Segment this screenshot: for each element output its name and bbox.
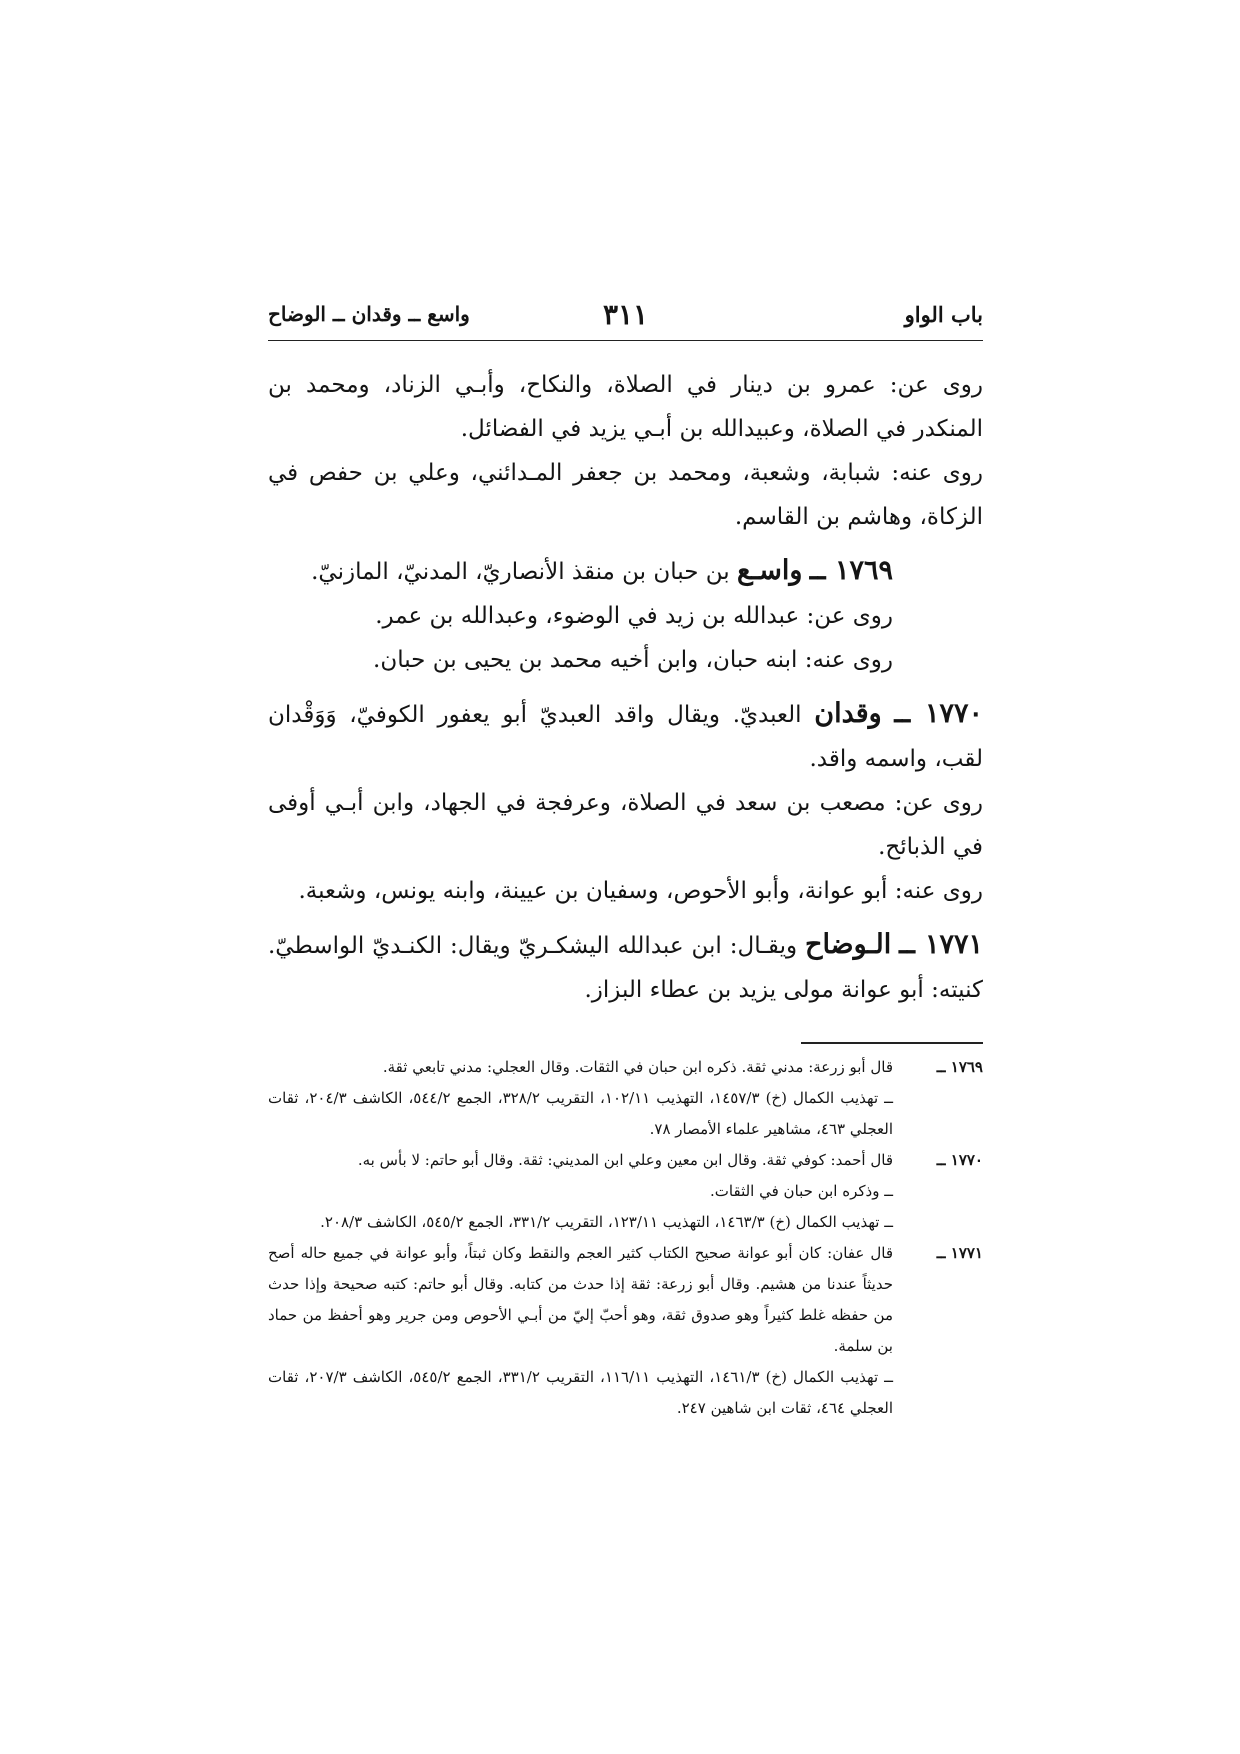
footnote-line: ــ تهذيب الكمال (خ) ١٤٦٣/٣، التهذيب ١٢٣/١١، التقريب ٣٣١/٢، الجمع ٥٤٥/٢، الكاشف ٢٠٨/٣. <box>320 1213 893 1231</box>
footnote-body <box>268 1238 893 1424</box>
entry-text: العبديّ. ويقال واقد العبديّ أبو يعفور الكوفيّ، وَوَقْدان لقب، واسمه واقد. <box>268 702 983 772</box>
entry-text: ويقـال: ابن عبدالله اليشكـريّ ويقال: الكنـديّ الواسطيّ. كنيته: أبو عوانة مولى يزيد بن عطاء البزاز. <box>268 933 983 1003</box>
footnote-number: ١٧٦٩ ــ <box>936 1058 983 1076</box>
footnote-body <box>268 1052 893 1145</box>
entry-number: ١٧٧٠ ــ <box>894 698 984 729</box>
entry-1769-narrated-from: روى عن: عبدالله بن زيد في الوضوء، وعبدالله بن عمر. <box>375 603 893 629</box>
footnote-1770 <box>268 1145 983 1238</box>
footnote-body <box>268 1145 893 1238</box>
chapter-title: باب الواو <box>904 302 983 327</box>
footnote-number: ١٧٧١ ــ <box>936 1244 983 1262</box>
entry-1769-narrated-by: روى عنه: ابنه حبان، وابن أخيه محمد بن يحيى بن حبان. <box>373 647 893 673</box>
footnote-separator <box>801 1042 983 1044</box>
footnote-1769 <box>268 1052 983 1145</box>
footnote-line: ــ تهذيب الكمال (خ) ١٤٦١/٣، التهذيب ١١٦/١١، التقريب ٣٣١/٢، الجمع ٥٤٥/٢، الكاشف ٢٠٧/٣، ثقات العجلي ٤٦٤، ثقات ابن شاهين ٢٤٧. <box>268 1368 893 1417</box>
footnote-line: قال أبو زرعة: مدني ثقة. ذكره ابن حبان في الثقات. وقال العجلي: مدني تابعي ثقة. <box>382 1058 893 1076</box>
page-number: ٣١١ <box>602 298 649 331</box>
narrated-from-paragraph: روى عن: عمرو بن دينار في الصلاة، والنكاح، وأبـي الزناد، ومحمد بن المنكدر في الصلاة، وعبيدالله بن أبـي يزيد في الفضائل. <box>268 372 983 442</box>
entry-number: ١٧٦٩ ــ <box>809 555 893 586</box>
entry-1771 <box>268 923 983 1012</box>
entry-number: ١٧٧١ ــ <box>899 929 983 960</box>
footnotes <box>268 1052 983 1424</box>
footnote-line: قال أحمد: كوفي ثقة. وقال ابن معين وعلي ابن المديني: ثقة. وقال أبو حاتم: لا بأس به. <box>357 1151 893 1169</box>
main-text <box>268 363 983 1012</box>
footnote-line: ــ تهذيب الكمال (خ) ١٤٥٧/٣، التهذيب ١٠٢/١١، التقريب ٣٢٨/٢، الجمع ٥٤٤/٢، الكاشف ٢٠٤/٣، ثقات العجلي ٤٦٣، مشاهير علماء الأمصار ٧٨. <box>268 1089 893 1138</box>
entry-text: بن حبان بن منقذ الأنصاريّ، المدنيّ، المازنيّ. <box>311 559 730 585</box>
entry-1769 <box>268 549 983 594</box>
running-title: واسع ــ وقدان ــ الوضاح <box>268 302 470 326</box>
entry-name: واسـع <box>736 555 803 586</box>
entry-1770 <box>268 692 983 781</box>
entry-name: وقدان <box>814 698 882 729</box>
footnote-number: ١٧٧٠ ــ <box>936 1151 983 1169</box>
entry-1770-narrated-from: روى عن: مصعب بن سعد في الصلاة، وعرفجة في الجهاد، وابن أبـي أوفى في الذبائح. <box>268 790 983 860</box>
footnote-line: ــ وذكره ابن حبان في الثقات. <box>710 1182 893 1200</box>
entry-name: الـوضاح <box>805 929 892 960</box>
footnote-line: قال عفان: كان أبو عوانة صحيح الكتاب كثير العجم والنقط وكان ثبتاً، وأبو عوانة في جميع حاله أصح حديثاً عندنا من هشيم. وقال أبو زرعة: ثقة إذا حدث من كتابه. وقال أبو حاتم: كتبه صحيحة وإذا حدث من حفظه غلط كثيراً وهو صدوق ثقة، وهو أحبّ إليّ من أبـي الأحوص ومن جرير وهو أحفظ من حماد بن سلمة. <box>268 1244 893 1355</box>
footnote-1771 <box>268 1238 983 1424</box>
entry-1770-narrated-by: روى عنه: أبو عوانة، وأبو الأحوص، وسفيان بن عيينة، وابنه يونس، وشعبة. <box>298 878 983 904</box>
page-header <box>268 300 983 341</box>
book-page <box>268 300 983 1424</box>
narrated-by-paragraph: روى عنه: شبابة، وشعبة، ومحمد بن جعفر المـدائني، وعلي بن حفص في الزكاة، وهاشم بن القاسم. <box>268 460 983 530</box>
